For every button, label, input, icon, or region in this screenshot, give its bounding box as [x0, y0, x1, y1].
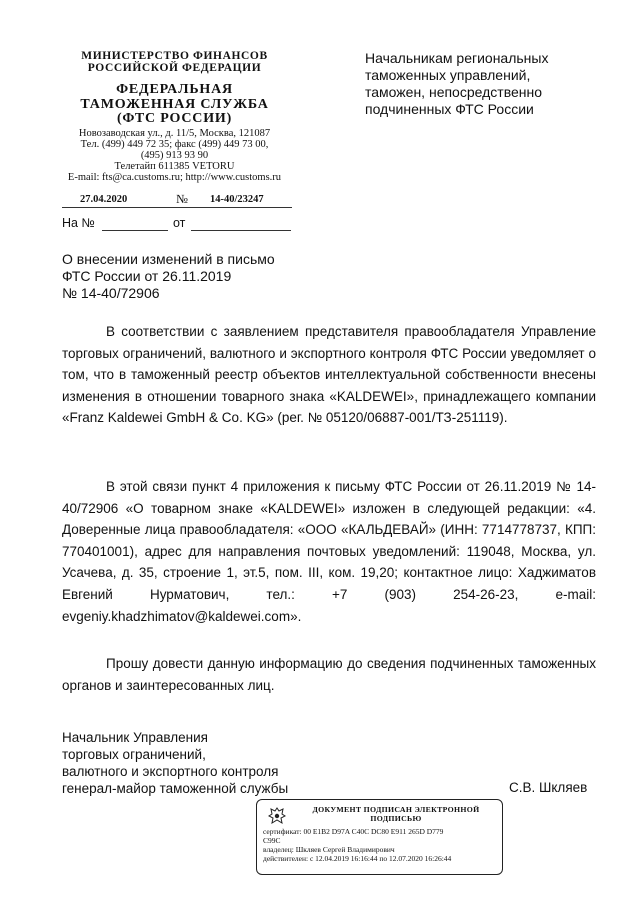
stamp-certificate-cont: C99C [263, 836, 281, 845]
addressee: Начальникам региональных таможенных управлений, таможен, непосредственно подчиненных ФТС России [365, 50, 549, 117]
stamp-validity: действителен: с 12.04.2019 16:16:44 по 12.07.2020 16:26:44 [263, 854, 452, 863]
body-paragraph-3: Прошу довести данную информацию до сведения подчиненных таможенных органов и заинтересованных лиц. [62, 656, 596, 693]
ref-from-label: от [173, 216, 186, 230]
signer-position: Начальник Управления торговых ограничений, валютного и экспортного контроля генерал-майор таможенной службы [62, 730, 289, 796]
registration-date: 27.04.2020 [80, 194, 128, 205]
ref-number-label: На № [62, 216, 95, 230]
stamp-certificate: сертификат: 00 E1B2 D97A C40C DC80 E911 265D D779 [263, 827, 444, 836]
e-signature-stamp [256, 799, 503, 875]
signer-name: С.В. Шкляев [509, 780, 588, 795]
stamp-owner: владелец: Шкляев Сергей Владимирович [263, 845, 395, 854]
registration-row [62, 193, 292, 208]
stamp-details [263, 827, 499, 863]
stamp-title: ДОКУМЕНТ ПОДПИСАН ЭЛЕКТРОННОЙ ПОДПИСЬЮ [312, 805, 480, 823]
body-paragraph-2: В этой связи пункт 4 приложения к письму ФТС России от 26.11.2019 № 14-40/72906 «О товарном знаке «KALDEWEI» изложен в следующей редакции: «4. Доверенные лица правообладателя: «ООО «КАЛЬДЕВАЙ» (ИНН: 7714778737, КПП: 770401001), адрес для направления почтовых уведомлений: 119048, Москва, ул. Усачева, д. 35, строение 1, эт.5, пом. III, ком. 19,20; контактное лицо: Хаджиматов Евгений Нурматович, тел.: +7 (903) 254-26-23, e-mail: evgeniy.khadzhimatov@kaldewei.com». [62, 479, 596, 624]
service-name: ФЕДЕРАЛЬНАЯ ТАМОЖЕННАЯ СЛУЖБА (ФТС РОССИИ) [80, 82, 269, 126]
body-paragraph-1: В соответствии с заявлением представителя правообладателя Управление торговых ограничений, валютного и экспортного контроля ФТС России уведомляет о том, что в таможенный реестр объектов интеллектуальной собственности внесены изменения в отношении товарного знака «KALDEWEI», принадлежащего компании «Franz Kaldewei GmbH & Co. KG» (рег. № 05120/06887-001/ТЗ-251119). [62, 324, 596, 426]
reference-row [62, 216, 292, 234]
contacts-block: Новозаводская ул., д. 11/5, Москва, 121087 Тел. (499) 449 72 35; факс (499) 449 73 00, (495) 913 93 90 Телетайп 611385 VETORU E-mail: fts@ca.customs.ru; http://www.customs.ru [67, 128, 282, 183]
number-sign: № [176, 192, 188, 206]
letter-subject: О внесении изменений в письмо ФТС России от 26.11.2019 № 14-40/72906 [62, 251, 275, 301]
eagle-emblem-icon [267, 806, 287, 826]
ref-date-line [191, 230, 291, 231]
ministry-name: МИНИСТЕРСТВО ФИНАНСОВ РОССИЙСКОЙ ФЕДЕРАЦИИ [81, 50, 268, 74]
registration-underline [62, 207, 292, 208]
registration-number: 14-40/23247 [210, 194, 264, 205]
ref-number-line [102, 230, 168, 231]
